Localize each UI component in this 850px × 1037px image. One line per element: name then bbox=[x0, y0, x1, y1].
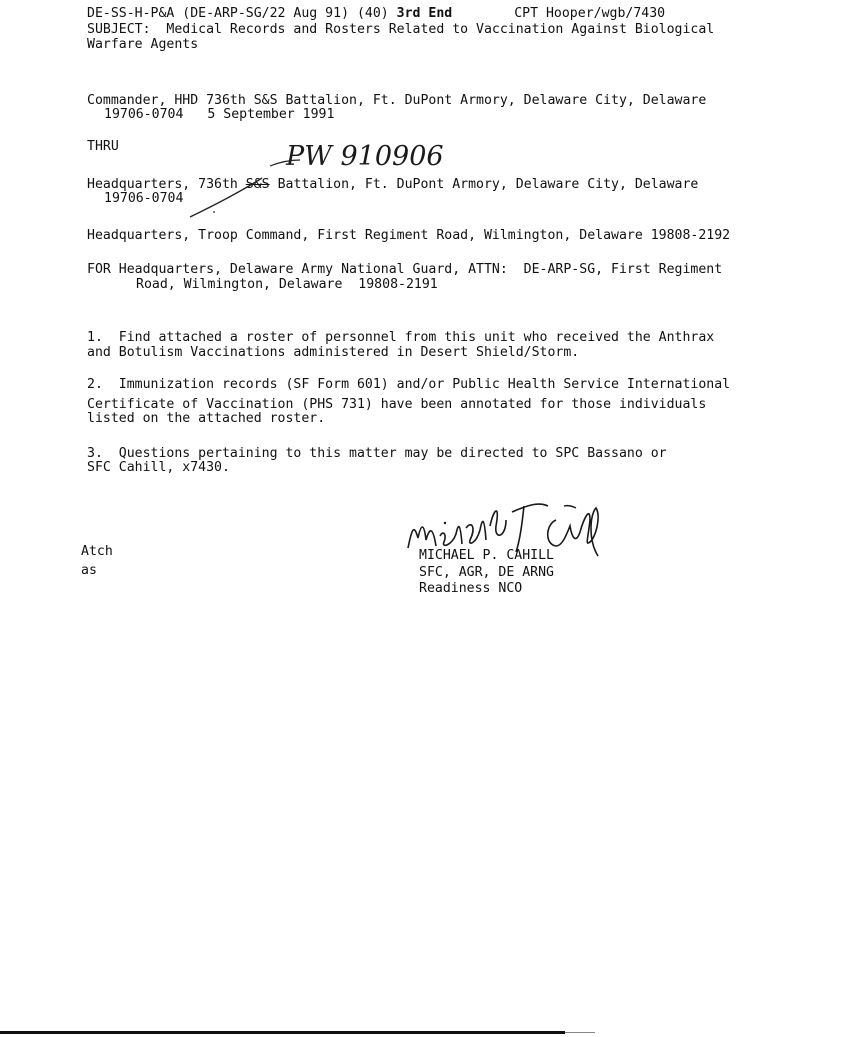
office-symbol: DE-SS-H-P&A (DE-ARP-SG/22 Aug 91) (40) bbox=[87, 6, 389, 21]
attachment-label: Atch bbox=[81, 544, 113, 559]
thru-text-part1: Headquarters, 736th bbox=[87, 177, 246, 192]
from-line-1: Commander, HHD 736th S&S Battalion, Ft. DuPont Armory, Delaware City, Delaware bbox=[87, 93, 707, 108]
paragraph-1-line-2: and Botulism Vaccinations administered in Desert Shield/Storm. bbox=[87, 345, 580, 360]
thru-text-part2: Battalion, Ft. DuPont Armory, Delaware City, Delaware bbox=[269, 177, 699, 192]
signature-first-name-stroke bbox=[408, 511, 506, 548]
thru-line-2: 19706-0704 bbox=[104, 191, 184, 206]
paragraph-1-line-1: 1. Find attached a roster of personnel from this unit who received the Anthrax bbox=[87, 330, 715, 345]
from-line-2 bbox=[104, 107, 334, 122]
for-line-1: FOR Headquarters, Delaware Army National Guard, ATTN: DE-ARP-SG, First Regiment bbox=[87, 262, 723, 277]
signer-title: Readiness NCO bbox=[419, 581, 523, 596]
paragraph-2-line-3: listed on the attached roster. bbox=[87, 411, 326, 426]
subject-line-2: Warfare Agents bbox=[87, 37, 199, 52]
from-date: 5 September 1991 bbox=[207, 107, 335, 122]
signature-initial-stroke bbox=[512, 504, 548, 552]
handwritten-note: PW 910906 bbox=[286, 141, 444, 172]
for-line-2: Road, Wilmington, Delaware 19808-2191 bbox=[136, 277, 438, 292]
subject-line-1: SUBJECT: Medical Records and Rosters Related to Vaccination Against Biological bbox=[87, 22, 715, 37]
attachment-stated: as bbox=[81, 563, 97, 578]
signature-dash bbox=[564, 506, 576, 508]
paragraph-3-line-2: SFC Cahill, x7430. bbox=[87, 460, 230, 475]
paragraph-2-line-2: Certificate of Vaccination (PHS 731) have been annotated for those individuals bbox=[87, 397, 707, 412]
author-reference: CPT Hooper/wgb/7430 bbox=[514, 6, 666, 21]
signature-dot bbox=[444, 522, 446, 524]
paragraph-2-line-1: 2. Immunization records (SF Form 601) and/or Public Health Service International bbox=[87, 377, 731, 392]
thru-struck-text: S&S bbox=[245, 177, 270, 192]
thru-line-3: Headquarters, Troop Command, First Regiment Road, Wilmington, Delaware 19808-2192 bbox=[87, 228, 731, 243]
pen-dot bbox=[213, 211, 215, 213]
signer-rank: SFC, AGR, DE ARNG bbox=[419, 565, 554, 580]
header-line bbox=[87, 6, 665, 21]
page-bottom-rule bbox=[0, 1031, 565, 1034]
endorsement-number: 3rd End bbox=[396, 6, 453, 21]
thru-label: THRU bbox=[87, 139, 119, 154]
page-bottom-rule-faint bbox=[565, 1032, 595, 1033]
signer-name: MICHAEL P. CAHILL bbox=[419, 548, 554, 563]
thru-line-1 bbox=[87, 177, 698, 192]
from-zip: 19706-0704 bbox=[104, 107, 184, 122]
paragraph-3-line-1: 3. Questions pertaining to this matter may be directed to SPC Bassano or bbox=[87, 446, 667, 461]
signature-last-name-stroke bbox=[548, 508, 598, 556]
